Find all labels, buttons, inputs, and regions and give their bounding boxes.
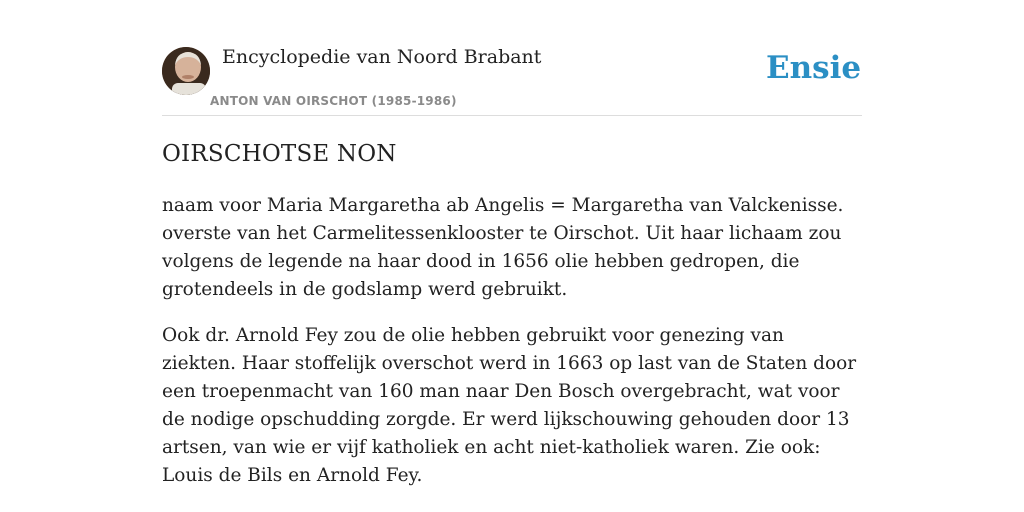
- header-divider: [162, 115, 862, 116]
- author-avatar[interactable]: [162, 47, 210, 95]
- author-portrait-icon: [162, 47, 210, 95]
- article-paragraph: Ook dr. Arnold Fey zou de olie hebben gebruikt voor genezing van ziekten. Haar stoffelijk overschot werd in 1663 op last van de Staten door een troepenmacht van 160 man naar Den Bosch overgebracht, wat voor de nodige opschudding zorgde. Er werd lijkschouwing gehouden door 13 artsen, van wie er vijf katholiek en acht niet-katholiek waren. Zie ook: Louis de Bils en Arnold Fey.: [162, 325, 857, 486]
- article-body: [162, 192, 862, 508]
- article-headword: OIRSCHOTSE NON: [162, 141, 397, 167]
- brand-logo[interactable]: Ensie: [766, 50, 862, 86]
- article-paragraph: naam voor Maria Margaretha ab Angelis = Margaretha van Valckenisse. overste van het Carmelitessenklooster te Oirschot. Uit haar lichaam zou volgens de legende na haar dood in 1656 olie hebben gedropen, die grotendeels in de godslamp werd gebruikt.: [162, 195, 844, 300]
- source-title[interactable]: Encyclopedie van Noord Brabant: [222, 46, 542, 68]
- author-name[interactable]: ANTON VAN OIRSCHOT (1985-1986): [210, 94, 457, 108]
